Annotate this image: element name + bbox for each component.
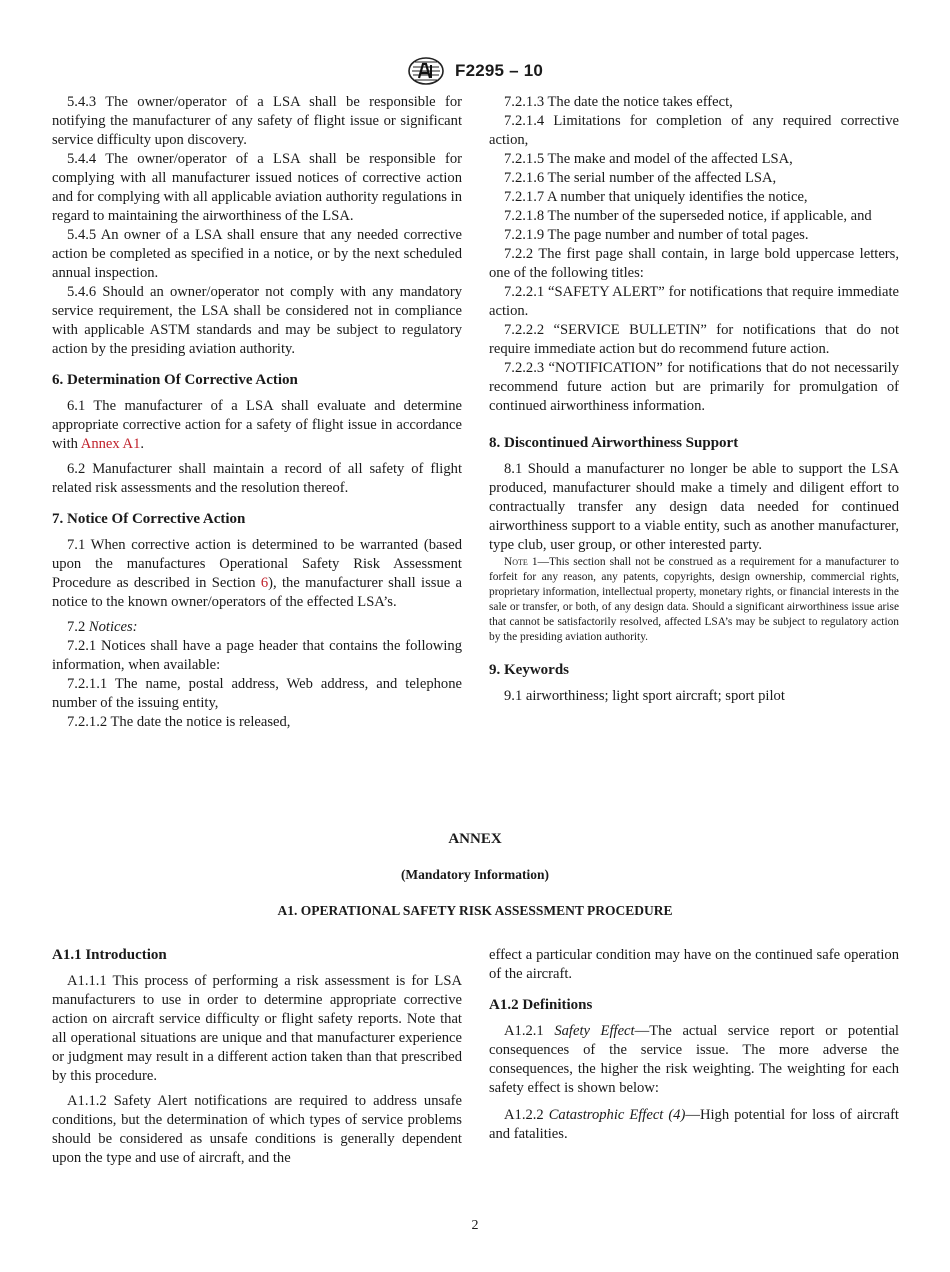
paragraph-7-2-1-2: 7.2.1.2 The date the notice is released, [67, 714, 291, 730]
paragraph-7-2-2-2: 7.2.2.2 “SERVICE BULLETIN” for notifications that do not require immediate action but do recommend future action. [489, 322, 899, 357]
paragraph-7-2-1-6: 7.2.1.6 The serial number of the affected LSA, [504, 170, 777, 186]
page-number: 2 [471, 1218, 479, 1233]
paragraph-6-2: 6.2 Manufacturer shall maintain a record of all safety of flight related risk assessments and the resolution thereof. [52, 461, 462, 496]
paragraph-7-2: 7.2 Notices: [67, 619, 138, 635]
astm-logo-icon [407, 56, 445, 86]
paragraph-7-2-1-9: 7.2.1.9 The page number and number of total pages. [504, 227, 809, 243]
paragraph-6-1: 6.1 The manufacturer of a LSA shall evaluate and determine appropriate corrective action for a safety of flight issue in accordance with Annex A1. [52, 398, 462, 452]
paragraph-a1-1-1: A1.1.1 This process of performing a risk assessment is for LSA manufacturers to use in order to determine appropriate corrective action on aircraft service difficulty or flight safety reports. Note that all operational situations are unique and that manufacturer experience or judgment may result in a different action taken than that prescribed by this procedure. [52, 973, 462, 1084]
page-header [0, 56, 950, 86]
paragraph-8-1: 8.1 Should a manufacturer no longer be able to support the LSA produced, manufacturer should make a timely and diligent effort to contractually transfer any design data needed for continued airworthiness support to a viable entity, such as another manufacturer, type club, user group, or other interested party. [489, 461, 899, 553]
paragraph-7-2-2-3: 7.2.2.3 “NOTIFICATION” for notifications that do not necessarily recommend future action but are primarily for promulgation of continued airworthiness information. [489, 360, 899, 414]
paragraph-5-4-4: 5.4.4 The owner/operator of a LSA shall be responsible for complying with all manufacturer issued notices of corrective action and for complying with all applicable aviation authority regulations in regard to maintaining the airworthiness of the LSA. [52, 151, 462, 224]
annex-a1-link[interactable]: Annex A1 [80, 436, 141, 452]
paragraph-5-4-5: 5.4.5 An owner of a LSA shall ensure that any needed corrective action be completed as specified in a notice, or by the next scheduled annual inspection. [52, 227, 462, 281]
annex-subtitle: (Mandatory Information) [400, 867, 550, 882]
section-a1-1-heading: A1.1 Introduction [52, 947, 167, 963]
annex-title: ANNEX [448, 831, 502, 847]
right-column-bottom [489, 946, 899, 1144]
left-column-bottom [52, 946, 462, 1168]
paragraph-a1-1-2-continued: effect a particular condition may have on the continued safe operation of the aircraft. [489, 947, 899, 982]
paragraph-5-4-3: 5.4.3 The owner/operator of a LSA shall be responsible for notifying the manufacturer of any safety of flight issue or significant service difficulty upon discovery. [52, 94, 462, 148]
paragraph-a1-2-1: A1.2.1 Safety Effect—The actual service report or potential consequences of the service issue. The more adverse the consequences, the higher the risk weighting. The weighting for each safety effect is shown below: [489, 1023, 899, 1096]
note-1: Note 1—This section shall not be construed as a requirement for a manufacturer to forfeit for any reason, any patents, copyrights, design ownership, commercial rights, proprietary information, intellectual property, monetary rights, or financial interests in the sale or transfer, or both, of any design data. Should a significant airworthiness issue arise that cannot be satisfactorily resolved, affected LSA’s may be subject to regulatory action by the presiding aviation authority. [489, 556, 899, 643]
section-9-heading: 9. Keywords [489, 662, 569, 678]
section-6-link[interactable]: 6 [260, 575, 269, 591]
standard-designation: F2295 – 10 [454, 61, 543, 80]
paragraph-7-2-1-5: 7.2.1.5 The make and model of the affected LSA, [504, 151, 793, 167]
paragraph-5-4-6: 5.4.6 Should an owner/operator not comply with any mandatory service requirement, the LSA shall be considered not in compliance with applicable ASTM standards and may be subject to regulatory action by the presiding aviation authority. [52, 284, 462, 357]
left-column-top [52, 93, 462, 732]
right-column-top [489, 93, 899, 706]
paragraph-9-1: 9.1 airworthiness; light sport aircraft; sport pilot [504, 688, 785, 704]
paragraph-7-2-2: 7.2.2 The first page shall contain, in large bold uppercase letters, one of the following titles: [489, 246, 899, 281]
paragraph-a1-1-2: A1.1.2 Safety Alert notifications are required to address unsafe conditions, but the determination of which types of service problems should be considered as unsafe conditions is generally dependent upon the type and use of aircraft, and the [52, 1093, 462, 1166]
annex-section-title: A1. OPERATIONAL SAFETY RISK ASSESSMENT PROCEDURE [277, 903, 673, 918]
paragraph-7-1: 7.1 When corrective action is determined to be warranted (based upon the manufactures Operational Safety Risk Assessment Procedure as described in Section 6), the manufacturer shall issue a notice to the known owner/operators of the effected LSA’s. [52, 537, 462, 610]
paragraph-a1-2-2: A1.2.2 Catastrophic Effect (4)—High potential for loss of aircraft and fatalities. [489, 1107, 899, 1142]
paragraph-7-2-1-7: 7.2.1.7 A number that uniquely identifies the notice, [504, 189, 808, 205]
section-8-heading: 8. Discontinued Airworthiness Support [489, 435, 739, 451]
paragraph-7-2-1-1: 7.2.1.1 The name, postal address, Web address, and telephone number of the issuing entity, [52, 676, 462, 711]
section-7-heading: 7. Notice Of Corrective Action [52, 511, 246, 527]
paragraph-7-2-1-8: 7.2.1.8 The number of the superseded notice, if applicable, and [504, 208, 872, 224]
paragraph-7-2-1-3: 7.2.1.3 The date the notice takes effect, [504, 94, 733, 110]
section-a1-2-heading: A1.2 Definitions [489, 997, 593, 1013]
section-6-heading: 6. Determination Of Corrective Action [52, 372, 298, 388]
paragraph-7-2-1-4: 7.2.1.4 Limitations for completion of any required corrective action, [489, 113, 899, 148]
paragraph-7-2-1: 7.2.1 Notices shall have a page header that contains the following information, when available: [52, 638, 462, 673]
paragraph-7-2-2-1: 7.2.2.1 “SAFETY ALERT” for notifications that require immediate action. [489, 284, 899, 319]
